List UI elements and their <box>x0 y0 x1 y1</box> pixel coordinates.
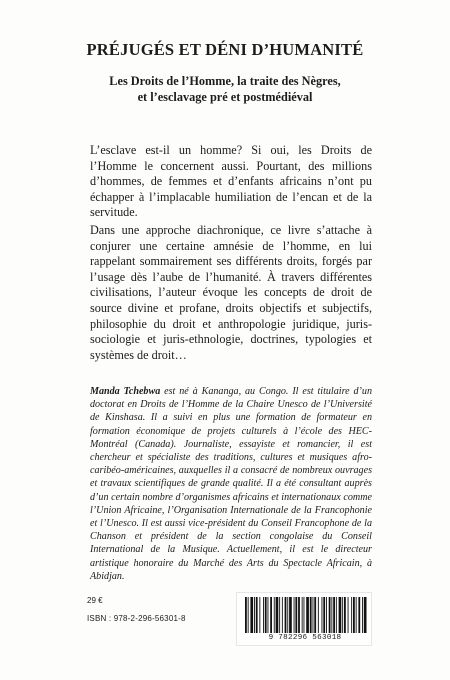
barcode-bar <box>358 597 360 633</box>
barcode-bar <box>348 597 349 633</box>
barcode-bar <box>302 597 303 633</box>
barcode-bar <box>285 597 287 633</box>
barcode-bars <box>243 597 367 633</box>
barcode-bar <box>287 597 288 633</box>
barcode-bar <box>336 597 337 633</box>
barcode-digits: 9 782296 563018 <box>268 634 342 642</box>
barcode-bar <box>295 597 297 633</box>
barcode-bar <box>274 597 275 633</box>
barcode-bar <box>351 597 352 633</box>
subtitle-line-2: et l’esclavage pré et postmédiéval <box>137 89 313 104</box>
barcode-bar <box>259 597 260 633</box>
barcode-bar <box>263 597 264 633</box>
barcode-bar <box>322 597 323 633</box>
barcode-bar <box>313 597 314 633</box>
barcode-bar <box>356 597 357 633</box>
price: 29 € <box>87 596 103 605</box>
barcode-bar <box>276 597 279 633</box>
barcode-bar <box>270 597 272 633</box>
barcode <box>236 592 372 646</box>
blurb <box>90 143 372 365</box>
isbn: ISBN : 978-2-296-56301-8 <box>87 614 186 623</box>
book-subtitle <box>0 74 450 105</box>
barcode-bar <box>250 597 253 633</box>
author-bio <box>90 385 372 583</box>
barcode-bar <box>318 597 319 633</box>
author-name: Manda Tchebwa <box>90 386 161 397</box>
barcode-bar <box>256 597 258 633</box>
barcode-bar <box>289 597 292 633</box>
blurb-paragraph-1: L’esclave est-il un homme? Si oui, les Droits de l’Homme le concernent aussi. Pourtant, des millions d’hommes, de femmes et d’enfants africains n’ont pu échapper à l’implacable humiliation de l’encan et de la servitude. <box>90 143 372 220</box>
book-title: PRÉJUGÉS ET DÉNI D’HUMANITÉ <box>86 40 364 59</box>
barcode-bar <box>323 597 325 633</box>
barcode-bar <box>304 597 305 633</box>
barcode-bar <box>282 597 283 633</box>
barcode-bar <box>279 597 280 633</box>
barcode-bar <box>331 597 332 633</box>
barcode-bar <box>362 597 363 633</box>
barcode-bar <box>344 597 346 633</box>
barcode-bar <box>298 597 300 633</box>
barcode-bar <box>339 597 342 633</box>
subtitle-line-1: Les Droits de l’Homme, la traite des Nègres, <box>109 74 341 88</box>
barcode-bar <box>333 597 335 633</box>
barcode-bar <box>329 597 331 633</box>
barcode-bar <box>314 597 316 633</box>
barcode-bar <box>248 597 249 633</box>
barcode-bar <box>353 597 355 633</box>
barcode-bar <box>326 597 327 633</box>
barcode-bar <box>342 597 343 633</box>
barcode-bar <box>254 597 255 633</box>
barcode-bar <box>268 597 269 633</box>
blurb-paragraph-2: Dans une approche diachronique, ce livre s’attache à conjurer une certaine amnésie de l’homme, en lui rappelant sommairement ses différents droits, forgés par l’usage dès l’aube de l’humanité. À travers différentes civilisations, l’auteur évoque les concepts de droit de source divine et profane, droits objectifs et subjectifs, philosophie du droit et anthropologie juridique, juris-sociologie et juris-ethnologie, doctrines, typologies et systèmes de droit… <box>90 222 372 362</box>
author-bio-text: est né à Kananga, au Congo. Il est titulaire d’un doctorat en Droits de l’Homme de la Chaire Unesco de l’Université de Kinshasa. Il a suivi en plus une formation de formateur en formation économique de projets culturels à l’école des HEC-Montréal (Canada). Journaliste, essayiste et romancier, il est chercheur et spécialiste des traditions, cultures et musiques afro-caribéo-américaines, auxquelles il a consacré de nombreux ouvrages et travaux scientifiques de grande qualité. Il a été consultant auprès d’un certain nombre d’organismes africains et internationaux comme l’Union Africaine, l’Organisation Internationale de la Francophonie et l’Unesco. Il est aussi vice-président du Conseil Francophone de la Chanson et président de la section congolaise du Conseil International de la Musique. Actuellement, il est le directeur artistique honoraire du Marché des Arts du Spectacle Africain, à Abidjan. <box>90 386 372 582</box>
barcode-bar <box>265 597 267 633</box>
barcode-bar <box>294 597 295 633</box>
barcode-bar <box>364 597 367 633</box>
barcode-bar <box>245 597 247 633</box>
barcode-bar <box>306 597 309 633</box>
barcode-bar <box>310 597 312 633</box>
